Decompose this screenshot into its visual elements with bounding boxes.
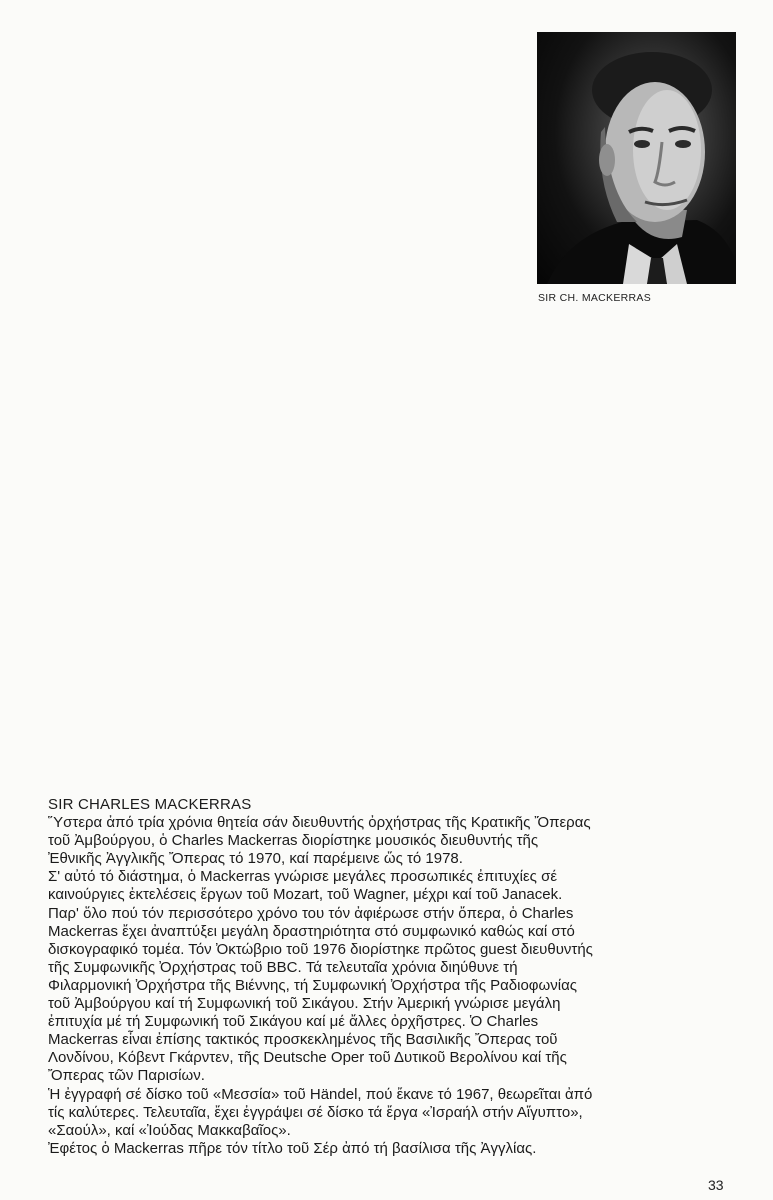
text-line: Ἡ ἐγγραφή σέ δίσκο τοῦ «Μεσσία» τοῦ Händel, πού ἔκανε τό 1967, θεωρεῖται ἀπό — [48, 1085, 593, 1103]
article-body — [48, 796, 738, 1158]
text-line: ἐπιτυχία μέ τή Συμφωνική τοῦ Σικάγου καί μέ ἄλλες ὀρχῆστρες. Ὁ Charles — [48, 1013, 539, 1031]
text-line: Mackerras ἔχει ἀναπτύξει μεγάλη δραστηριότητα στό συμφωνικό καθώς καί στό — [48, 922, 575, 940]
text-line: τῆς Συμφωνικῆς Ὀρχήστρας τοῦ BBC. Τά τελευταῖα χρόνια διηύθυνε τή — [48, 958, 518, 976]
text-line: Φιλαρμονική Ὀρχήστρα τῆς Βιέννης, τή Συμφωνική Ὀρχήστρα τῆς Ραδιοφωνίας — [48, 976, 577, 994]
page-number: 33 — [708, 1177, 724, 1193]
portrait-illustration — [537, 32, 736, 284]
text-line: Λονδίνου, Κόβεντ Γκάρντεν, τῆς Deutsche Oper τοῦ Δυτικοῦ Βερολίνου καί τῆς — [48, 1049, 567, 1067]
text-line: τίς καλύτερες. Τελευταῖα, ἔχει ἐγγράψει σέ δίσκο τά ἔργα «Ἰσραήλ στήν Αἴγυπτο», — [48, 1103, 583, 1121]
text-line: τοῦ Ἀμβούργου καί τή Συμφωνική τοῦ Σικάγου. Στήν Ἀμερική γνώρισε μεγάλη — [48, 995, 561, 1013]
portrait-photo — [537, 32, 736, 284]
text-line: δισκογραφικό τομέα. Τόν Ὀκτώβριο τοῦ 1976 διορίστηκε πρῶτος guest διευθυντής — [48, 940, 593, 958]
text-line: Σ' αὐτό τό διάστημα, ὁ Mackerras γνώρισε μεγάλες προσωπικές ἐπιτυχίες σέ — [48, 868, 558, 886]
text-line: καινούργιες ἐκτελέσεις ἔργων τοῦ Mozart, τοῦ Wagner, μέχρι καί τοῦ Janacek. — [48, 886, 563, 904]
text-line: Παρ' ὅλο πού τόν περισσότερο χρόνο του τόν ἀφιέρωσε στήν ὄπερα, ὁ Charles — [48, 904, 574, 922]
text-line: Mackerras εἶναι ἐπίσης τακτικός προσκεκλημένος τῆς Βασιλικῆς Ὄπερας τοῦ — [48, 1031, 558, 1049]
text-line: «Σαούλ», καί «Ἰούδας Μακκαβαῖος». — [48, 1121, 291, 1139]
text-line: τοῦ Ἀμβούργου, ὁ Charles Mackerras διορίστηκε μουσικός διευθυντής τῆς — [48, 832, 539, 850]
article-heading: SIR CHARLES MACKERRAS — [48, 796, 252, 813]
text-line: Ὕστερα ἀπό τρία χρόνια θητεία σάν διευθυντής ὀρχήστρας τῆς Κρατικῆς Ὄπερας — [48, 814, 591, 832]
text-line: Ἐφέτος ὁ Mackerras πῆρε τόν τίτλο τοῦ Σέρ ἀπό τή βασίλισα τῆς Ἀγγλίας. — [48, 1139, 537, 1157]
text-line: Ὄπερας τῶν Παρισίων. — [48, 1067, 205, 1085]
photo-caption: SIR CH. MACKERRAS — [538, 292, 652, 304]
text-line: Ἐθνικῆς Ἀγγλικῆς Ὄπερας τό 1970, καί παρέμεινε ὥς τό 1978. — [48, 850, 463, 868]
